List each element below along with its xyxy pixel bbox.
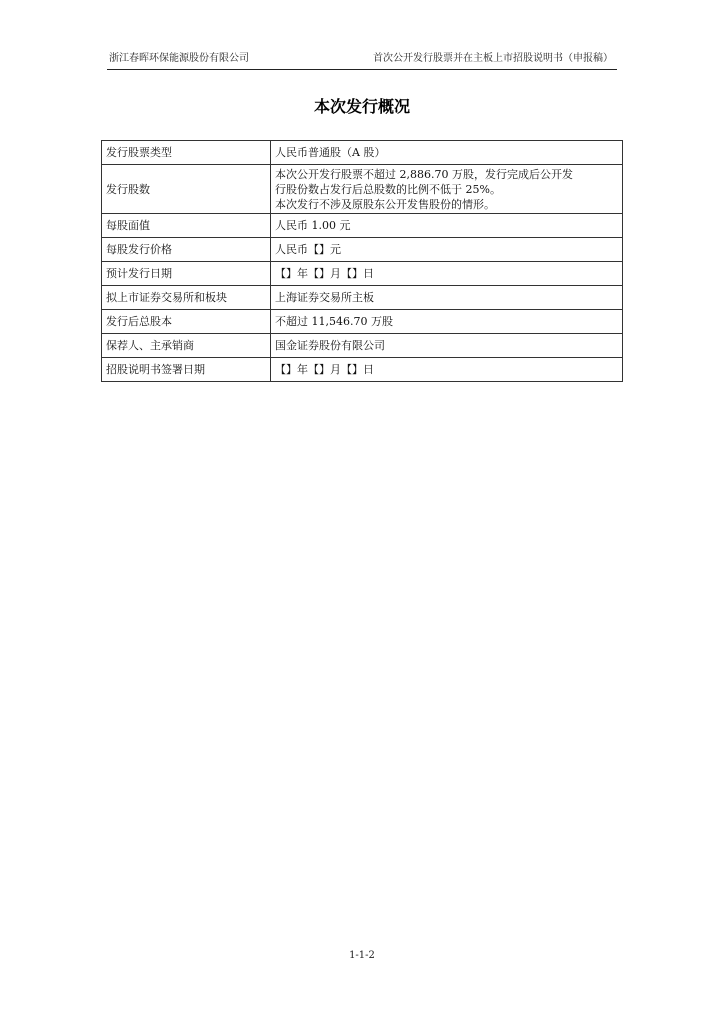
row-value: 上海证券交易所主板 xyxy=(271,286,623,310)
row-value: 不超过 11,546.70 万股 xyxy=(271,310,623,334)
row-label: 每股面值 xyxy=(102,214,271,238)
row-label: 拟上市证券交易所和板块 xyxy=(102,286,271,310)
table-row xyxy=(102,214,623,238)
row-label: 保荐人、主承销商 xyxy=(102,334,271,358)
table-row xyxy=(102,310,623,334)
row-label: 招股说明书签署日期 xyxy=(102,358,271,382)
table-row xyxy=(102,358,623,382)
row-value: 人民币普通股（A 股） xyxy=(271,141,623,165)
row-value-line: 本次发行不涉及原股东公开发售股份的情形。 xyxy=(275,197,495,211)
table-row xyxy=(102,141,623,165)
row-value: 国金证券股份有限公司 xyxy=(271,334,623,358)
page-title: 本次发行概况 xyxy=(313,97,410,116)
row-value: 【】年【】月【】日 xyxy=(271,262,623,286)
row-label: 发行股数 xyxy=(102,165,271,214)
table-row xyxy=(102,334,623,358)
row-label: 发行股票类型 xyxy=(102,141,271,165)
row-value: 人民币【】元 xyxy=(271,238,623,262)
row-label: 预计发行日期 xyxy=(102,262,271,286)
page-header xyxy=(107,53,617,70)
header-company-name: 浙江春晖环保能源股份有限公司 xyxy=(109,53,249,64)
table-row xyxy=(102,238,623,262)
page-number: 1-1-2 xyxy=(349,950,375,961)
table-row xyxy=(102,286,623,310)
row-value-line: 本次公开发行股票不超过 2,886.70 万股，发行完成后公开发 xyxy=(275,167,573,181)
table-row xyxy=(102,165,623,214)
row-value xyxy=(271,165,623,214)
header-document-title: 首次公开发行股票并在主板上市招股说明书（申报稿） xyxy=(373,53,613,64)
offering-overview-table xyxy=(101,140,623,382)
table-row xyxy=(102,262,623,286)
row-label: 发行后总股本 xyxy=(102,310,271,334)
row-label: 每股发行价格 xyxy=(102,238,271,262)
row-value: 人民币 1.00 元 xyxy=(271,214,623,238)
row-value-line: 行股份数占发行后总股数的比例不低于 25%。 xyxy=(275,182,501,196)
row-value: 【】年【】月【】日 xyxy=(271,358,623,382)
